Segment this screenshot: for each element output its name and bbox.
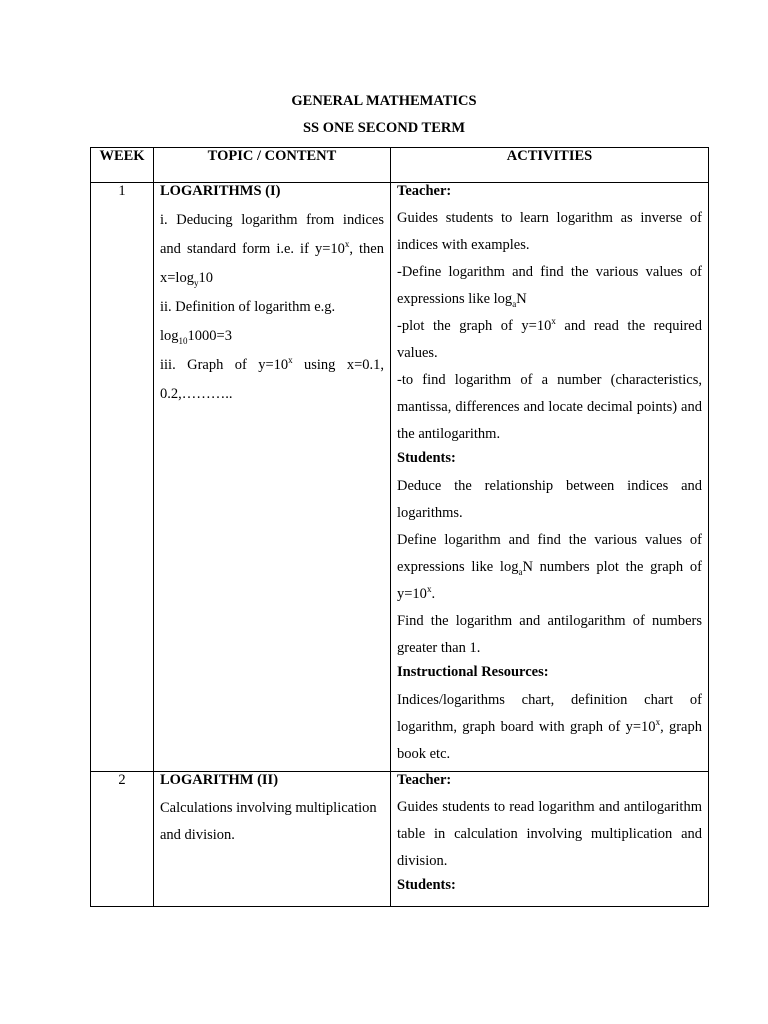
teacher-activity: -to find logarithm of a number (characteristics, mantissa, differences and locate decimal points) and the antilogarithm. — [397, 372, 702, 442]
students-heading: Students: — [397, 877, 456, 893]
topic-item-iii: iii. Graph of $y=10^x$ using x=0.1, 0.2,……….. — [160, 355, 384, 402]
column-header-topic: TOPIC / CONTENT — [154, 148, 391, 183]
teacher-activity: -Define logarithm and find the various values of expressions like $\log_aN$ — [397, 264, 702, 309]
table-row — [91, 183, 709, 772]
table-row — [91, 772, 709, 907]
topic-cell — [154, 772, 391, 907]
students-heading: Students: — [397, 450, 456, 466]
topic-heading: LOGARITHM (II) — [160, 772, 279, 788]
student-activity: Find the logarithm and antilogarithm of numbers greater than 1. — [397, 613, 702, 656]
document-title: GENERAL MATHEMATICS — [291, 93, 477, 109]
activities-cell — [391, 183, 709, 772]
week-cell: 1 — [91, 183, 154, 772]
topic-item-ii: ii. Definition of logarithm e.g. $\log_{10}1000=3$ — [160, 299, 336, 346]
column-header-week: WEEK — [91, 148, 154, 183]
resources-text: Indices/logarithms chart, definition chart of logarithm, graph board with graph of $y=10^x$, graph book etc. — [397, 692, 702, 762]
topic-text: Calculations involving multiplication and division. — [160, 800, 377, 843]
teacher-activity: Guides students to read logarithm and antilogarithm table in calculation involving multiplication and division. — [397, 799, 702, 869]
student-activity: Define logarithm and find the various values of expressions like $\log_aN$ numbers plot the graph of $y=10^x$. — [397, 532, 702, 602]
topic-item-i: i. Deducing logarithm from indices and standard form i.e. if $y=10^x$, then $x=\log_y10$ — [160, 212, 384, 288]
teacher-activity: -plot the graph of $y=10^x$ and read the required values. — [397, 316, 702, 361]
teacher-activity: Guides students to learn logarithm as inverse of indices with examples. — [397, 210, 702, 253]
activities-cell — [391, 772, 709, 907]
column-header-activities: ACTIVITIES — [391, 148, 709, 183]
topic-heading: LOGARITHMS (I) — [160, 183, 281, 199]
resources-heading: Instructional Resources: — [397, 664, 549, 680]
week-cell: 2 — [91, 772, 154, 907]
teacher-heading: Teacher: — [397, 183, 452, 199]
table-header-row — [91, 148, 709, 183]
student-activity: Deduce the relationship between indices and logarithms. — [397, 478, 702, 521]
teacher-heading: Teacher: — [397, 772, 452, 788]
scheme-of-work-table — [90, 147, 709, 907]
topic-cell — [154, 183, 391, 772]
document-subtitle: SS ONE SECOND TERM — [302, 120, 466, 136]
